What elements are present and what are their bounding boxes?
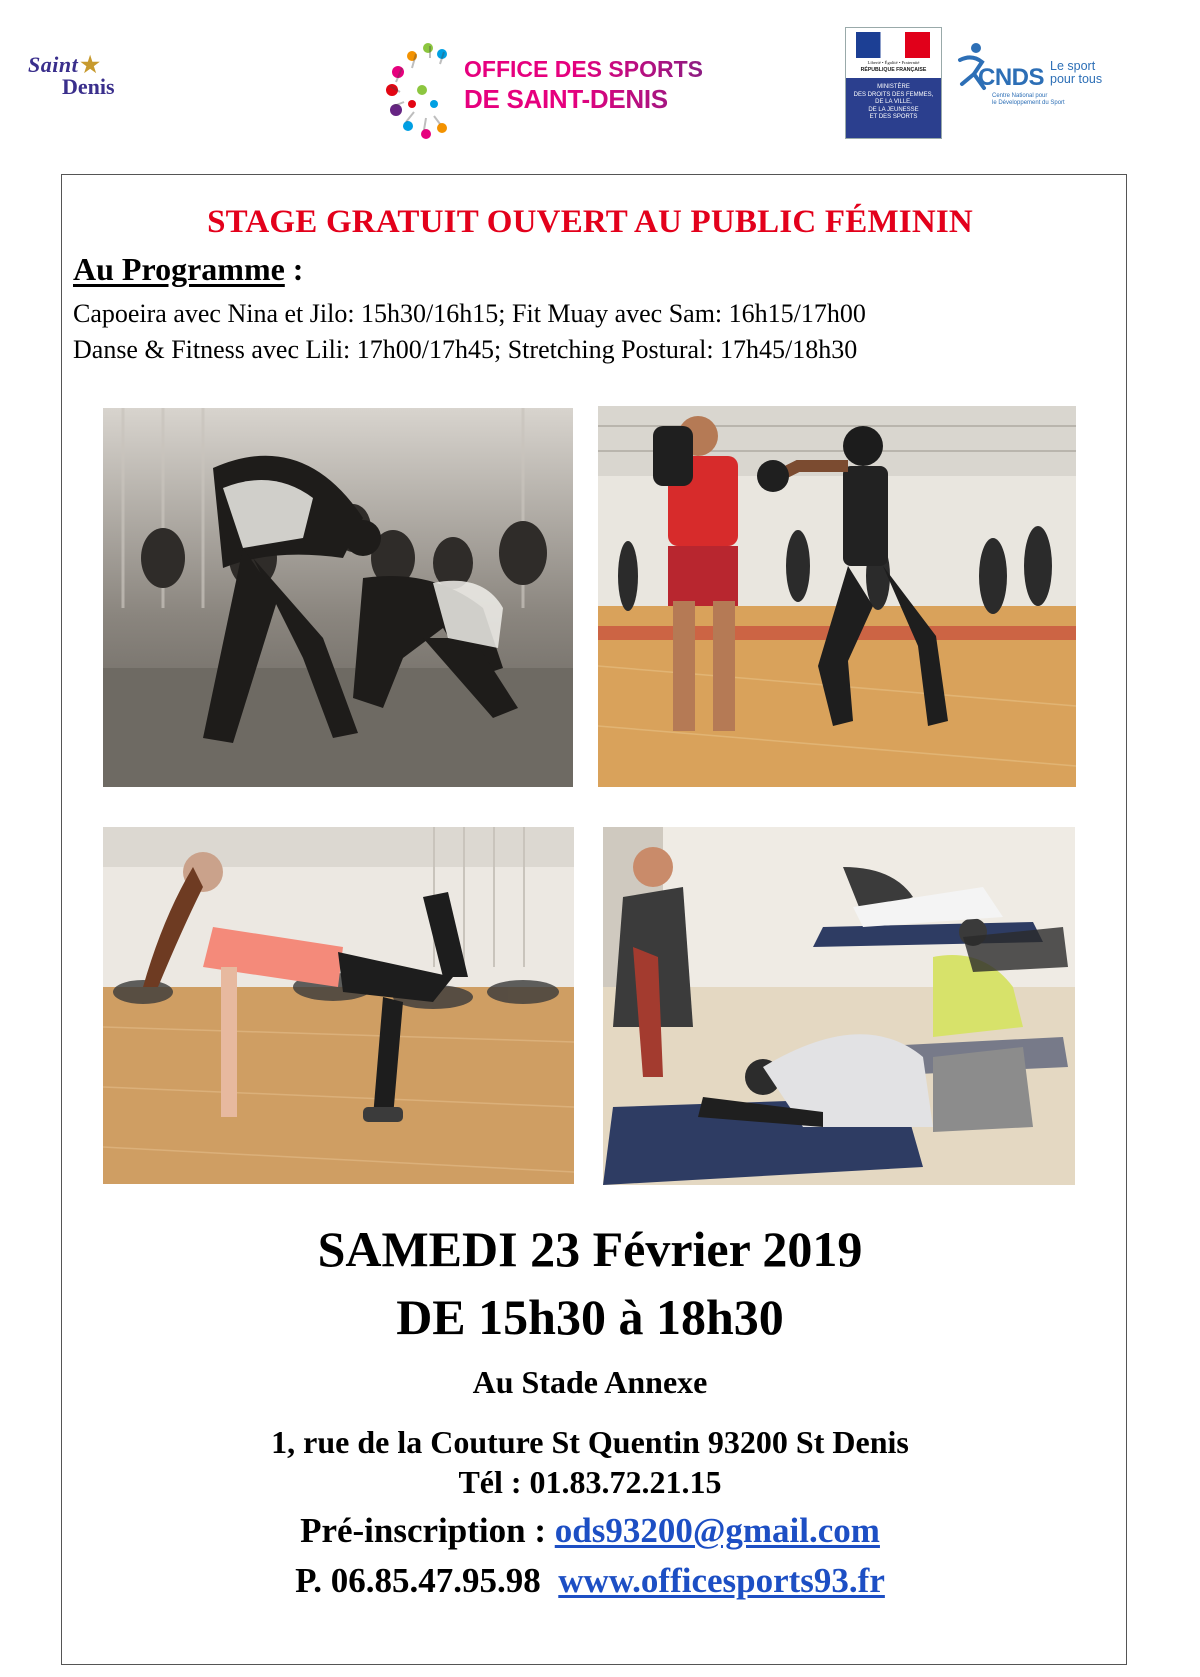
programme-line: Capoeira avec Nina et Jilo: 15h30/16h15; Fit Muay avec Sam: 16h15/17h00: [73, 299, 866, 328]
dance-fitness-photo: [103, 827, 574, 1184]
contact-line: [0, 1561, 1180, 1601]
preinscription-label: Pré-inscription :: [300, 1511, 555, 1550]
event-address: 1, rue de la Couture St Quentin 93200 St Denis: [271, 1424, 909, 1460]
muay-thai-photo: [598, 406, 1076, 787]
capoeira-photo: [103, 408, 573, 787]
ministere-name-block: [846, 78, 941, 138]
ministere-logo: [845, 27, 942, 139]
cnds-slogan-line2: pour tous: [1050, 72, 1103, 86]
event-venue: Au Stade Annexe: [472, 1364, 708, 1400]
ministere-republic: RÉPUBLIQUE FRANÇAISE: [860, 67, 927, 73]
office-des-sports-line2: DE SAINT-DENIS: [464, 84, 668, 114]
programme-colon: :: [284, 251, 304, 287]
marianne-flag-icon: [856, 32, 930, 58]
event-date: SAMEDI 23 Février 2019: [317, 1221, 863, 1277]
ministere-line: ET DES SPORTS: [869, 114, 918, 121]
office-des-sports-logo: [382, 34, 703, 144]
event-telephone: Tél : 01.83.72.21.15: [458, 1464, 722, 1500]
cnds-slogan-line1: Le sport: [1050, 59, 1096, 73]
saint-denis-logo-line2: Denis: [62, 74, 115, 99]
saint-denis-logo: [18, 40, 158, 110]
programme-line: Danse & Fitness avec Lili: 17h00/17h45; Stretching Postural: 17h45/18h30: [73, 335, 858, 364]
programme-heading: [73, 251, 303, 288]
ministere-line: DE LA JEUNESSE: [868, 106, 919, 113]
cnds-subtitle-line1: Centre National pour: [992, 93, 1048, 99]
cnds-logo: [952, 42, 1122, 112]
preinscription-line: [0, 1511, 1180, 1551]
email-link[interactable]: ods93200@gmail.com: [554, 1511, 880, 1550]
ministere-motto: Liberté • Égalité • Fraternité: [867, 60, 920, 65]
stretching-photo: [603, 827, 1075, 1185]
programme-title: Au Programme: [73, 251, 285, 287]
cnds-subtitle: [992, 93, 1072, 107]
office-des-sports-line1: OFFICE DES SPORTS: [464, 56, 703, 82]
office-des-sports-name: [464, 54, 703, 114]
cnds-acronym: CNDS: [978, 64, 1045, 91]
star-icon: ★: [80, 52, 101, 77]
poster-headline: STAGE GRATUIT OUVERT AU PUBLIC FÉMININ: [207, 204, 973, 240]
ministere-line: DE LA VILLE,: [875, 99, 912, 106]
cnds-slogan: [1050, 60, 1102, 86]
phone-number: P. 06.85.47.95.98: [295, 1561, 541, 1600]
ministere-line: DES DROITS DES FEMMES,: [853, 91, 934, 98]
cnds-subtitle-line2: le Développement du Sport: [992, 100, 1065, 106]
event-time: DE 15h30 à 18h30: [396, 1289, 784, 1345]
sports-wheel-icon: [382, 34, 452, 144]
website-link[interactable]: www.officesports93.fr: [558, 1561, 885, 1600]
ministere-line: MINISTÈRE: [877, 84, 910, 90]
saint-denis-logo-line1: Saint★: [28, 52, 101, 77]
